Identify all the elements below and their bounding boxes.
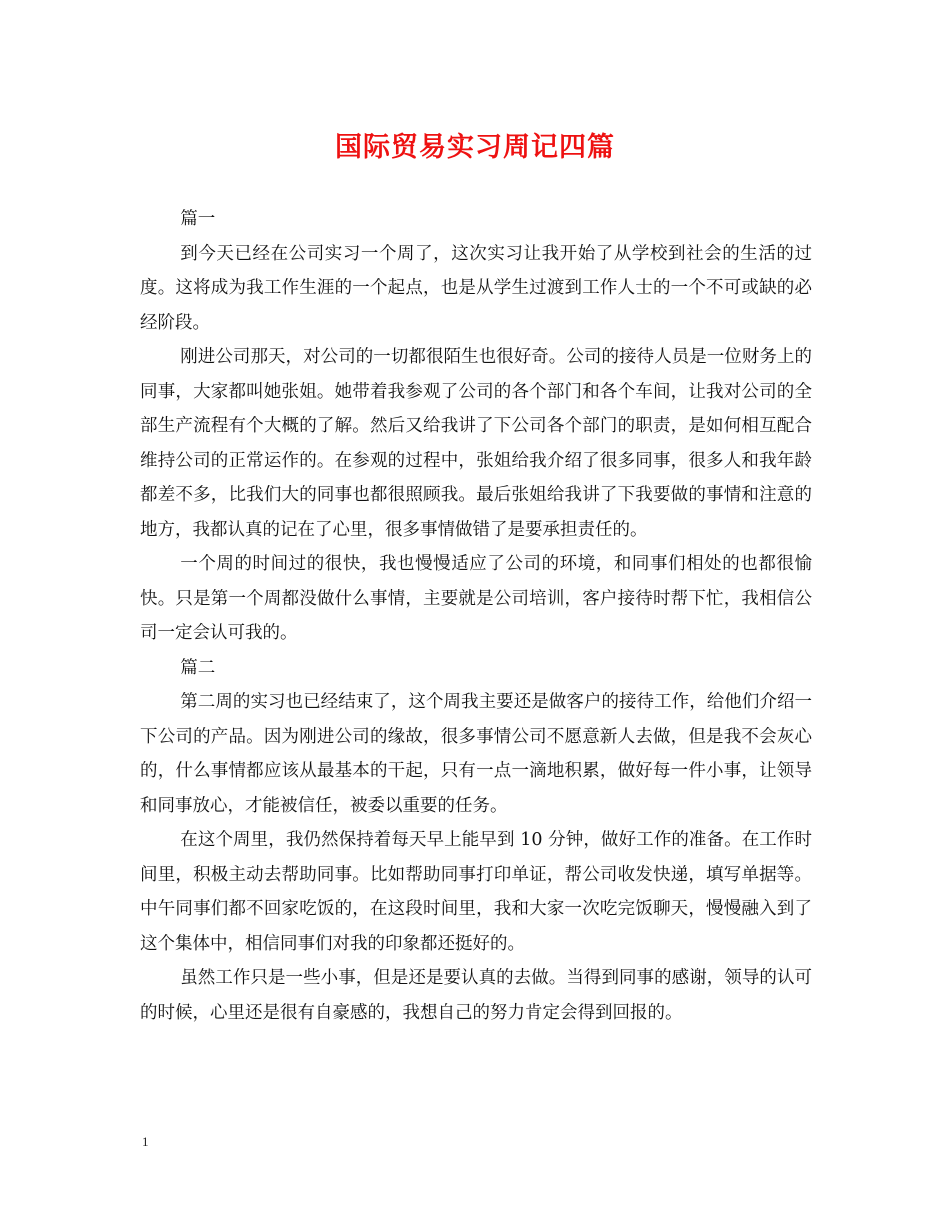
section-heading-1: 篇一 [180, 209, 216, 229]
paragraph: 一个周的时间过的很快，我也慢慢适应了公司的环境，和同事们相处的也都很愉快。只是第一个周都没做什么事情，主要就是公司培训，客户接待时帮下忙，我相信公司一定会认可我的。 [140, 554, 812, 643]
section-heading-2: 篇二 [180, 657, 216, 678]
document-body [140, 202, 812, 1030]
document-title: 国际贸易实习周记四篇 [335, 132, 615, 163]
paragraph: 虽然工作只是一些小事，但是还是要认真的去做。当得到同事的感谢，领导的认可的时候，心里还是很有自豪感的，我想自己的努力肯定会得到回报的。 [140, 968, 812, 1023]
paragraph: 在这个周里，我仍然保持着每天早上能早到 10 分钟，做好工作的准备。在工作时间里，积极主动去帮助同事。比如帮助同事打印单证，帮公司收发快递，填写单据等。中午同事们都不回家吃饭的，在这段时间里，我和大家一次吃完饭聊天，慢慢融入到了这个集体中，相信同事们对我的印象都还挺好的。 [140, 830, 812, 954]
paragraph: 到今天已经在公司实习一个周了，这次实习让我开始了从学校到社会的生活的过度。这将成为我工作生涯的一个起点，也是从学生过渡到工作人士的一个不可或缺的必经阶段。 [140, 243, 812, 333]
paragraph: 第二周的实习也已经结束了，这个周我主要还是做客户的接待工作，给他们介绍一下公司的产品。因为刚进公司的缘故，很多事情公司不愿意新人去做，但是我不会灰心的，什么事情都应该从最基本的干起，只有一点一滴地积累，做好每一件小事，让领导和同事放心，才能被信任，被委以重要的任务。 [140, 692, 812, 816]
paragraph: 刚进公司那天，对公司的一切都很陌生也很好奇。公司的接待人员是一位财务上的同事，大家都叫她张姐。她带着我参观了公司的各个部门和各个车间，让我对公司的全部生产流程有个大概的了解。然后又给我讲了下公司各个部门的职责，是如何相互配合维持公司的正常运作的。在参观的过程中，张姐给我介绍了很多同事，很多人和我年龄都差不多，比我们大的同事也都很照顾我。最后张姐给我讲了下我要做的事情和注意的地方，我都认真的记在了心里，很多事情做错了是要承担责任的。 [140, 347, 812, 540]
page-number: 1 [142, 1134, 149, 1149]
